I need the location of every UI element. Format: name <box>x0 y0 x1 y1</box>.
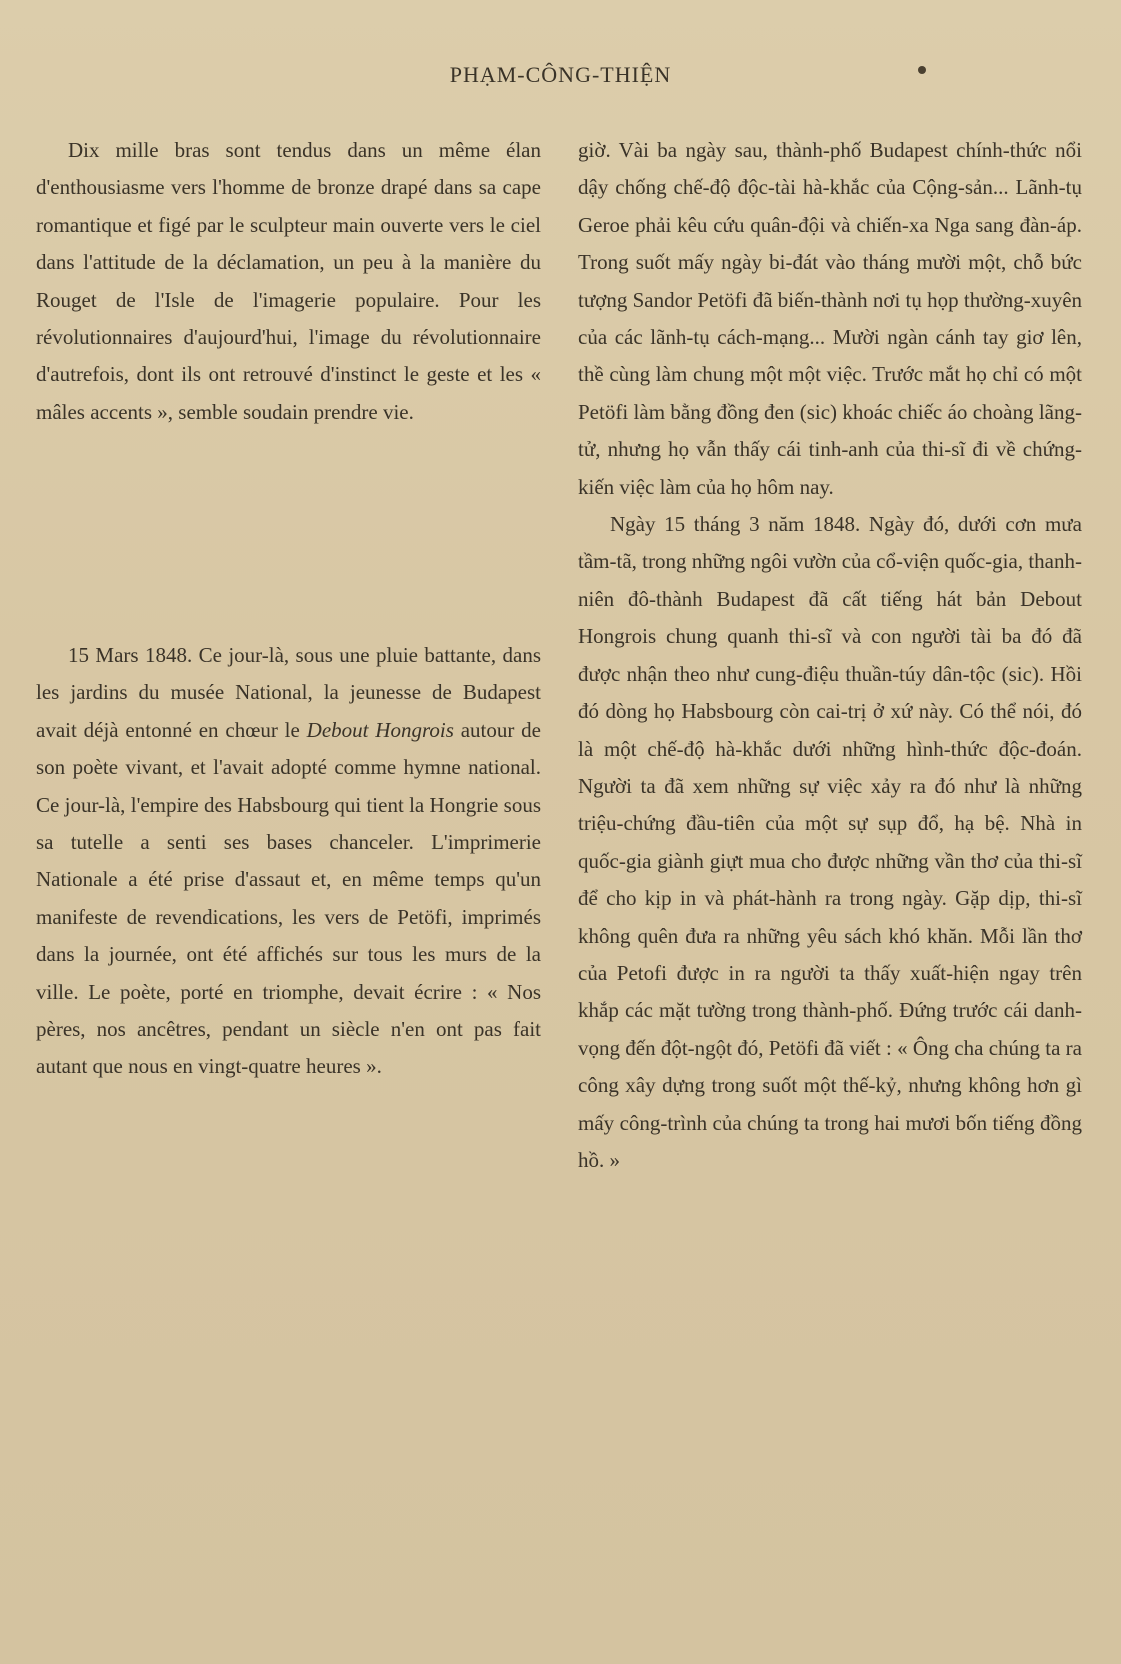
left-column-paragraph-1-block <box>36 132 541 431</box>
right-paragraph-1: giờ. Vài ba ngày sau, thành-phố Budapest chính-thức nổi dậy chống chế-độ độc-tài hà-khắc của Cộng-sản... Lãnh-tụ Geroe phải kêu cứu quân-đội và chiến-xa Nga sang đàn-áp. Trong suốt mấy ngày bi-đát vào tháng mười một, chỗ bức tượng Sandor Petöfi đã biến-thành nơi tụ họp thường-xuyên của các lãnh-tụ cách-mạng... Mười ngàn cánh tay giơ lên, thề cùng làm chung một một việc. Trước mắt họ chỉ có một Petöfi làm bằng đồng đen (sic) khoác chiếc áo choàng lãng-tử, nhưng họ vẫn thấy cái tinh-anh của thi-sĩ đi về chứng-kiến việc làm của họ hôm nay. <box>578 138 1083 499</box>
left-column-paragraph-2-block <box>36 637 541 1086</box>
left-paragraph-2-before: 15 Mars 1848. Ce jour-là, sous une pluie battante, dans les jardins du musée National, la jeunesse de Budapest avait déjà entonné en chœur le <box>36 643 541 742</box>
left-paragraph-2 <box>36 637 541 1086</box>
right-column <box>578 132 1082 1179</box>
left-paragraph-2-after: autour de son poète vivant, et l'avait adopté comme hymne national. Ce jour-là, l'empire des Habsbourg qui tient la Hongrie sous sa tutelle a senti ses bases chanceler. L'imprimerie Nationale a été prise d'assaut et, en même temps qu'un manifeste de revendications, les vers de Petöfi, imprimés dans la journée, ont été affichés sur tous les murs de la ville. Le poète, porté en triomphe, devait écrire : « Nos pères, nos ancêtres, pendant un siècle n'en ont pas fait autant que nous en vingt-quatre heures ». <box>36 717 541 1079</box>
left-paragraph-1: Dix mille bras sont tendus dans un même élan d'enthousiasme vers l'homme de bronze drapé dans sa cape romantique et figé par le sculpteur main ouverte vers le ciel dans l'attitude de la déclamation, un peu à la manière du Rouget de l'Isle de l'imagerie populaire. Pour les révolutionnaires d'aujourd'hui, l'image du révolutionnaire d'autrefois, dont ils ont retrouvé d'instinct le geste et les « mâles accents », semble soudain prendre vie. <box>36 138 541 424</box>
page-header: PHẠM-CÔNG-THIỆN <box>449 62 672 87</box>
right-paragraph-2: Ngày 15 tháng 3 năm 1848. Ngày đó, dưới cơn mưa tầm-tã, trong những ngôi vườn của cổ-viện quốc-gia, thanh-niên đô-thành Budapest đã cất tiếng hát bản Debout Hongrois chung quanh thi-sĩ và con người tài ba đó đã được nhận theo như cung-điệu thuần-túy dân-tộc (sic). Hồi đó dòng họ Habsbourg còn cai-trị ở xứ này. Có thể nói, đó là một chế-độ hà-khắc dưới những hình-thức độc-đoán. Người ta đã xem những sự việc xảy ra đó như là những triệu-chứng đầu-tiên của một sự sụp đổ, hạ bệ. Nhà in quốc-gia giành giựt mua cho được những vần thơ của thi-sĩ để cho kịp in và phát-hành ra trong ngày. Gặp dịp, thi-sĩ không quên đưa ra những yêu sách khó khăn. Mỗi lần thơ của Petofi được in ra người ta thấy xuất-hiện ngay trên khắp các mặt tường trong thành-phố. Đứng trước cái danh-vọng đến đột-ngột đó, Petöfi đã viết : « Ông cha chúng ta ra công xây dựng trong suốt một thế-kỷ, nhưng không hơn gì mấy công-trình của chúng ta trong hai mươi bốn tiếng đồng hồ. » <box>578 512 1082 1172</box>
left-paragraph-2-italic-title: Debout Hongrois <box>306 717 454 742</box>
ornament-dot-icon <box>918 66 926 74</box>
